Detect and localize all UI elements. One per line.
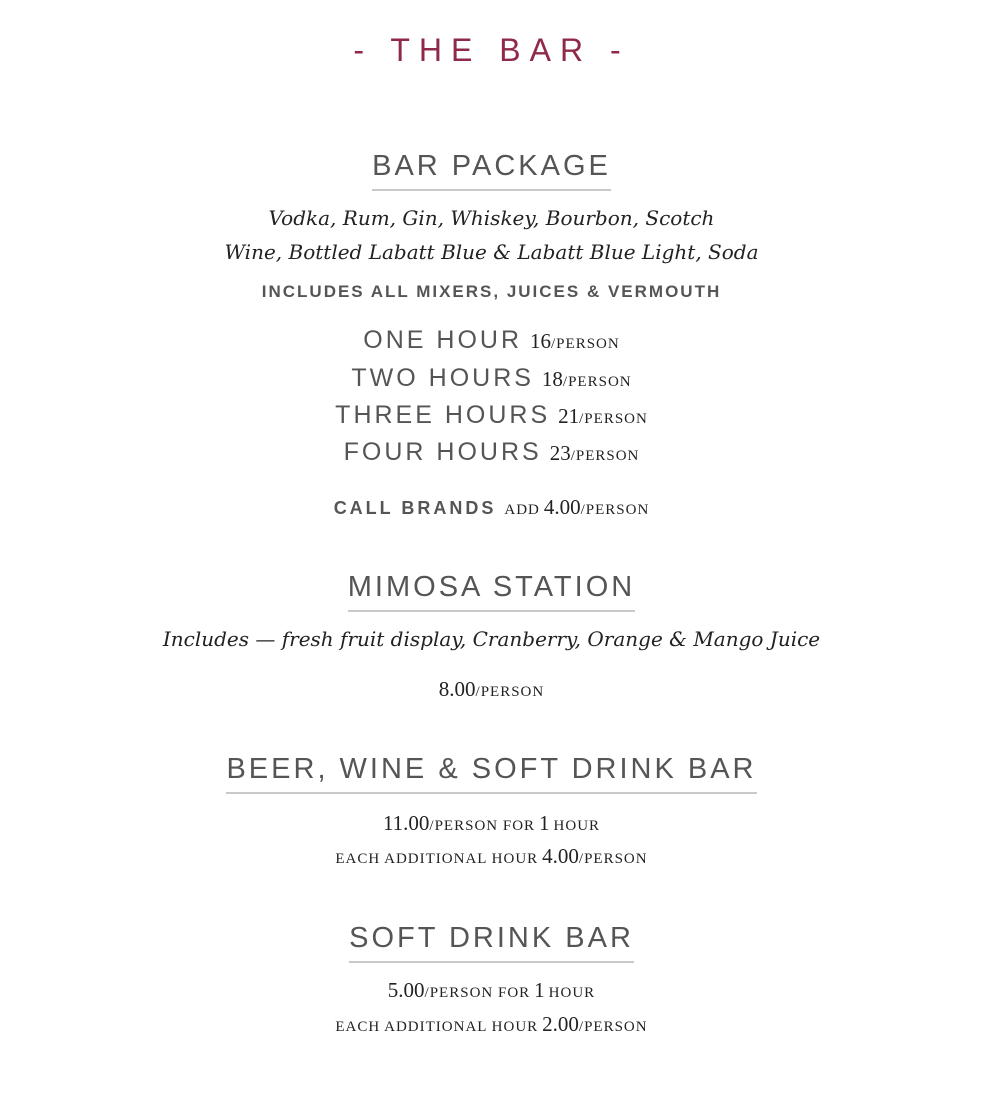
soft-drink-additional-label: EACH ADDITIONAL HOUR	[335, 1019, 539, 1035]
soft-drink-unit: /PERSON FOR	[424, 985, 531, 1001]
soft-drink-additional-price: 2.00	[542, 1012, 579, 1036]
tier-row	[0, 326, 983, 355]
mimosa-heading-wrap	[0, 571, 983, 612]
tier-row	[0, 401, 983, 430]
bar-package-line1: Vodka, Rum, Gin, Whiskey, Bourbon, Scotch	[268, 206, 715, 230]
beer-wine-price-row	[0, 811, 983, 836]
beer-wine-hour-word: HOUR	[553, 818, 601, 834]
call-brands-label: CALL BRANDS	[333, 498, 497, 518]
tier-row	[0, 364, 983, 393]
bar-package-heading-wrap	[0, 150, 983, 191]
beer-wine-additional-label: EACH ADDITIONAL HOUR	[335, 851, 539, 867]
call-brands-unit: /PERSON	[580, 502, 650, 518]
tier-price: 21	[558, 404, 580, 428]
beer-wine-price: 11.00	[382, 811, 430, 835]
soft-drink-heading: SOFT DRINK BAR	[349, 922, 634, 963]
beer-wine-additional-row	[0, 844, 983, 869]
mimosa-desc: Includes — fresh fruit display, Cranberry, Orange & Mango Juice	[162, 627, 821, 651]
soft-drink-additional-unit: /PERSON	[578, 1019, 648, 1035]
tier-price: 23	[549, 441, 571, 465]
call-brands-price: 4.00	[543, 495, 581, 519]
beer-wine-hours: 1	[539, 811, 550, 835]
bar-package-note: INCLUDES ALL MIXERS, JUICES & VERMOUTH	[261, 282, 722, 301]
soft-drink-price-row	[0, 978, 983, 1003]
tier-name: THREE HOURS	[335, 401, 551, 429]
tier-price: 18	[541, 367, 563, 391]
mimosa-price-row	[0, 677, 983, 702]
call-brands-row	[0, 495, 983, 520]
beer-wine-additional-unit: /PERSON	[578, 851, 648, 867]
tier-unit: /PERSON	[562, 374, 632, 390]
bar-package-line2: Wine, Bottled Labatt Blue & Labatt Blue Light, Soda	[224, 240, 759, 264]
soft-drink-hour-word: HOUR	[548, 985, 596, 1001]
beer-wine-additional-price: 4.00	[542, 844, 579, 868]
soft-drink-price: 5.00	[387, 978, 425, 1002]
mimosa-heading: MIMOSA STATION	[348, 571, 635, 612]
tier-unit: /PERSON	[579, 411, 648, 427]
tier-unit: /PERSON	[570, 448, 640, 464]
tier-name: FOUR HOURS	[343, 438, 542, 466]
beer-wine-heading: BEER, WINE & SOFT DRINK BAR	[226, 753, 756, 794]
soft-drink-additional-row	[0, 1012, 983, 1037]
page-title: - THE BAR -	[353, 32, 630, 68]
tier-unit: /PERSON	[551, 336, 620, 352]
call-brands-prefix: ADD	[504, 502, 540, 518]
mimosa-unit: /PERSON	[475, 684, 545, 700]
mimosa-price: 8.00	[438, 677, 476, 701]
tier-price: 16	[530, 329, 552, 353]
bar-package-heading: BAR PACKAGE	[372, 150, 611, 191]
tier-row	[0, 438, 983, 467]
tier-name: ONE HOUR	[363, 326, 523, 354]
tier-name: TWO HOURS	[351, 364, 534, 392]
soft-drink-heading-wrap	[0, 922, 983, 963]
soft-drink-hours: 1	[534, 978, 545, 1002]
beer-wine-heading-wrap	[0, 753, 983, 794]
beer-wine-unit: /PERSON FOR	[429, 818, 536, 834]
